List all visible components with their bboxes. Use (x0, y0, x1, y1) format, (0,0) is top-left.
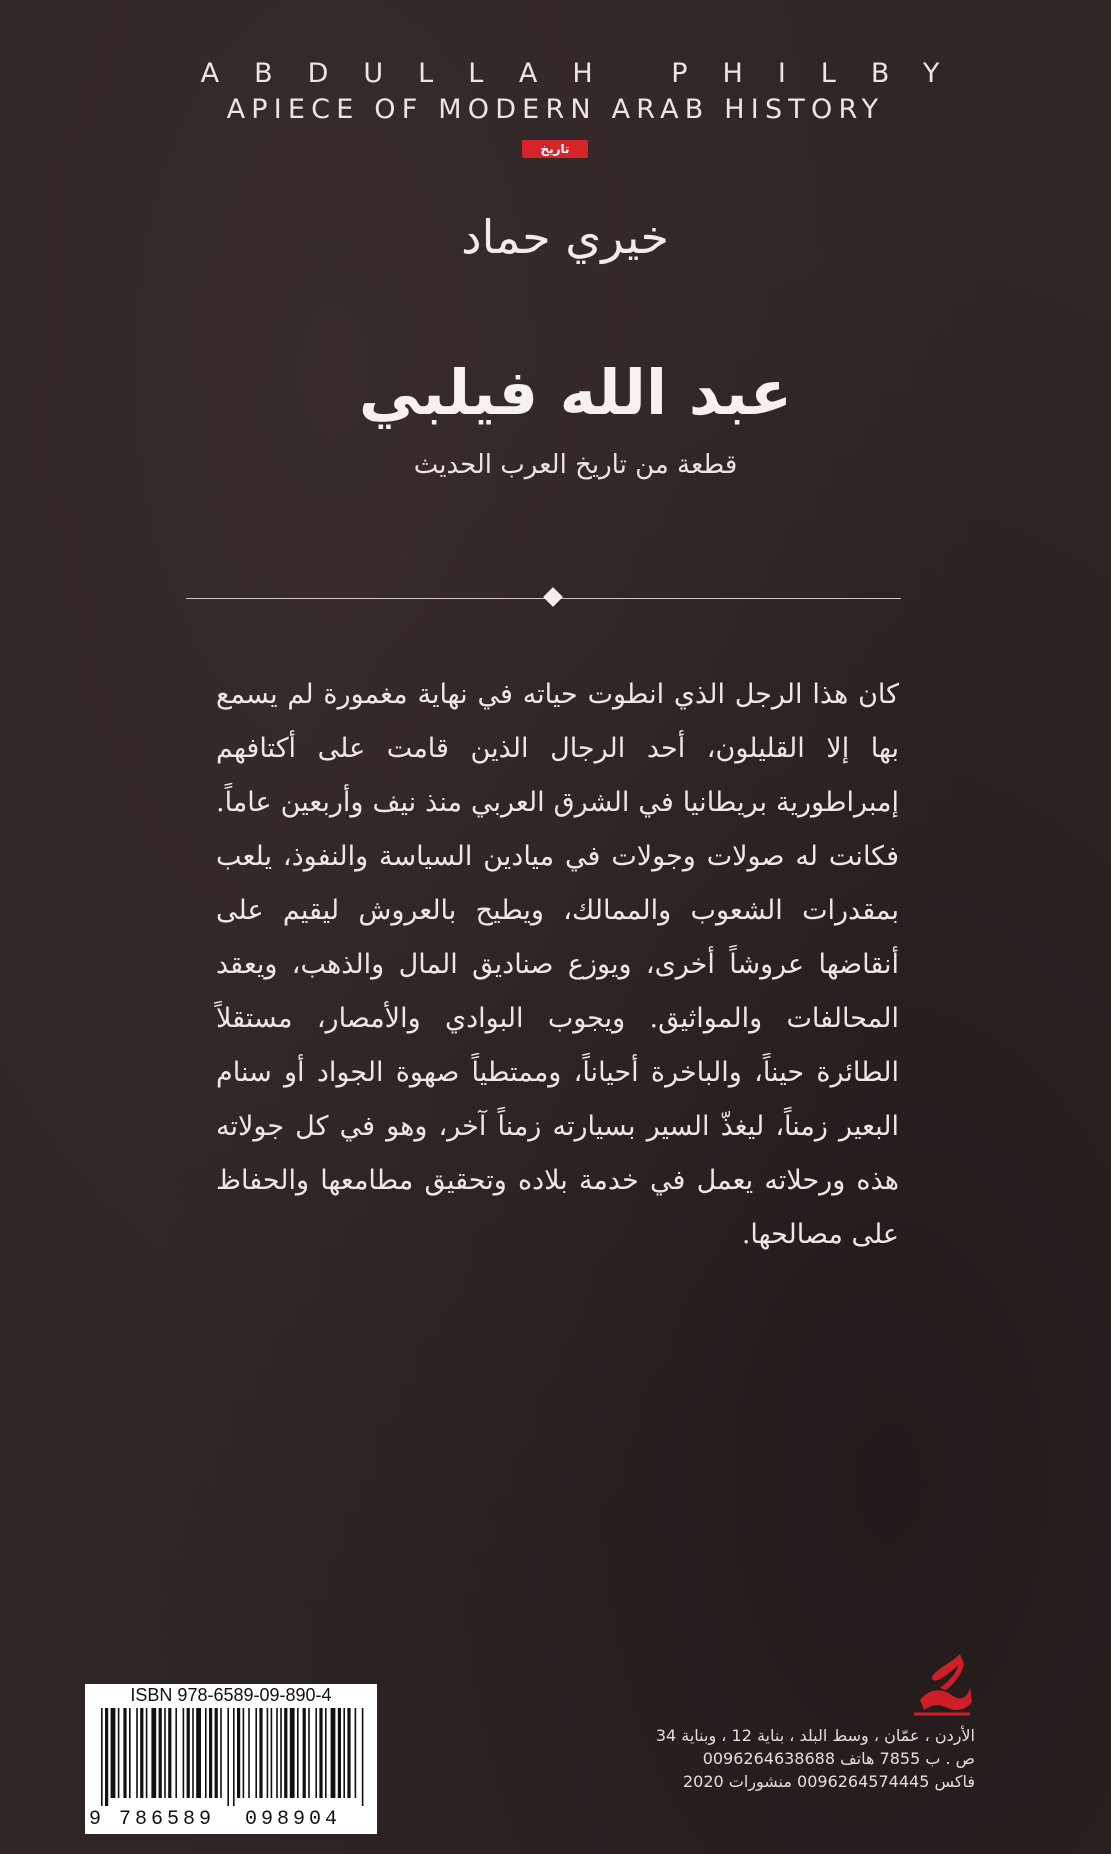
english-subtitle: APIECE OF MODERN ARAB HISTORY (226, 94, 885, 125)
blurb (216, 668, 899, 1262)
publisher-info (655, 1724, 975, 1793)
publisher-fax: فاكس 0096264574445 منشورات 2020 (682, 1772, 975, 1791)
barcode-digits-left: 786589 (119, 1808, 216, 1831)
author-name: خيري حماد (461, 210, 669, 264)
blurb-paragraph: كان هذا الرجل الذي انطوت حياته في نهاية مغمورة لم يسمع بها إلا القليلون، أحد الرجال الذين قامت على أكتافهم إمبراطورية بريطانيا في الشرق العربي منذ نيف وأربعين عاماً. فكانت له صولات وجولات في ميادين السياسة والنفوذ، يلعب بمقدرات الشعوب والممالك، ويطيح بالعروش ليقيم على أنقاضها عروشاً أخرى، ويوزع صناديق المال والذهب، ويعقد المحالفات والمواثيق. ويجوب البوادي والأمصار، مستقلاً الطائرة حيناً، والباخرة أحياناً، وممتطياً صهوة الجواد أو سنام البعير زمناً، ليغذّ السير بسيارته زمناً آخر، وهو في كل جولاته هذه ورحلاته يعمل في خدمة بلاده وتحقيق مطامعها والحفاظ على مصالحها. (216, 679, 899, 1250)
publisher-logo-icon (912, 1652, 974, 1720)
book-title: عبد الله فيلبي (358, 356, 793, 429)
english-author-name: ABDULLAH PHILBY (200, 58, 975, 89)
category-tag: تاريخ (522, 140, 588, 158)
barcode-digit-lead: 9 (89, 1808, 102, 1831)
book-subtitle: قطعة من تاريخ العرب الحديث (413, 450, 738, 480)
barcode-bars-icon (99, 1708, 365, 1806)
publisher-phone: ص . ب 7855 هاتف 0096264638688 (702, 1749, 975, 1768)
isbn-barcode (85, 1684, 377, 1834)
barcode-digits-right: 098904 (245, 1808, 342, 1831)
publisher-address: الأردن ، عمّان ، وسط البلد ، بناية 12 ، وبناية 34 (655, 1726, 975, 1745)
isbn-label: ISBN 978-6589-09-890-4 (130, 1685, 332, 1705)
diamond-ornament-icon (543, 587, 563, 607)
